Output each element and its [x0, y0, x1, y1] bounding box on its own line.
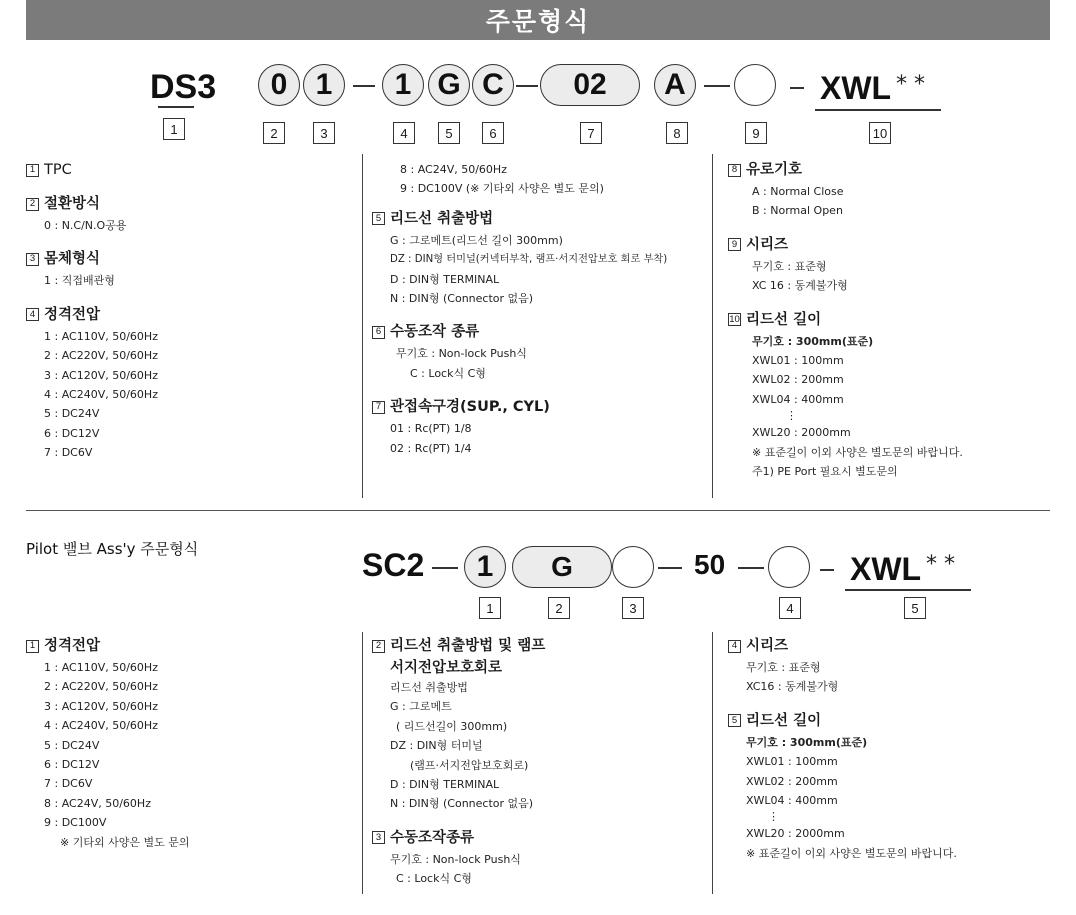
section-heading	[26, 160, 356, 180]
section-title: 절환방식	[44, 196, 101, 212]
code-box-5: 5	[438, 122, 460, 144]
section-number: 5	[372, 212, 385, 225]
note: 주1) PE Port 필요시 별도문의	[752, 464, 898, 478]
list-item: C : Lock식 C형	[396, 872, 472, 886]
column-divider	[362, 154, 363, 498]
list-item: 2 : AC220V, 50/60Hz	[44, 349, 158, 363]
section-number: 3	[372, 831, 385, 844]
list-item: D : DIN형 TERMINAL	[390, 778, 500, 792]
list-item: B : Normal Open	[752, 204, 843, 218]
code-circle-1: 0	[258, 64, 300, 106]
code-stars: * *	[896, 72, 925, 97]
code-box-1: 1	[163, 118, 185, 140]
code-circle-4	[768, 546, 810, 588]
section-divider	[26, 510, 1050, 511]
note: ※ 표준길이 이외 사양은 별도문의 바랍니다.	[746, 846, 957, 860]
section-number: 4	[728, 640, 741, 653]
list-item: 3 : AC120V, 50/60Hz	[44, 368, 158, 382]
code-prefix: SC2	[362, 547, 425, 583]
code-box-3: 3	[313, 122, 335, 144]
prefix-underline	[158, 106, 194, 108]
section-heading	[372, 828, 708, 848]
section-heading	[728, 160, 1048, 180]
section-number: 2	[372, 640, 385, 653]
list-item: 무기호 : 300mm(표준)	[746, 735, 868, 749]
code-dash	[820, 569, 834, 571]
spec-column-3	[728, 160, 1048, 495]
suffix-underline	[815, 109, 941, 111]
code-mid: 50	[694, 549, 726, 580]
section-title: 시리즈	[746, 638, 789, 654]
section-number: 8	[728, 164, 741, 177]
code-circle-5: G	[428, 64, 470, 106]
code-dash	[516, 85, 538, 87]
note: ※ 표준길이 이외 사양은 별도문의 바랍니다.	[752, 445, 963, 459]
section-title: 리드선 길이	[746, 712, 822, 729]
code-suffix: XWL	[850, 551, 922, 587]
section-heading	[728, 711, 1048, 731]
code-dash	[738, 567, 764, 569]
section-title-line2: 서지전압보호회로	[390, 660, 503, 676]
code-circle-3	[612, 546, 654, 588]
list-item: 무기호 : Non-lock Push식	[390, 852, 521, 866]
code-box-3: 3	[622, 597, 644, 619]
code-circle-1: 1	[464, 546, 506, 588]
section-heading	[26, 194, 356, 214]
spec-column-1	[26, 160, 356, 477]
column-divider	[712, 632, 713, 894]
pilot-title: Pilot 밸브 Ass'y 주문형식	[26, 540, 199, 558]
suffix-underline	[845, 589, 971, 591]
list-item: N : DIN형 (Connector 없음)	[390, 292, 534, 306]
list-item: 8 : AC24V, 50/60Hz	[400, 163, 507, 176]
list-item: 무기호 : 표준형	[752, 259, 827, 273]
section-number: 1	[26, 164, 39, 177]
spec-column-2	[372, 160, 708, 472]
code-pill-2: G	[512, 546, 612, 588]
list-item: 7 : DC6V	[44, 446, 93, 460]
code-box-9: 9	[745, 122, 767, 144]
list-item: 1 : AC110V, 50/60Hz	[44, 661, 158, 674]
section-heading	[372, 209, 708, 229]
list-item: DZ : DIN형 터미널	[390, 739, 483, 753]
section-title: 정격전압	[44, 638, 101, 654]
section-number: 2	[26, 198, 39, 211]
code-prefix: DS3	[150, 68, 217, 106]
list-item: XC16 : 동계불가형	[746, 680, 839, 694]
section-number: 6	[372, 326, 385, 339]
list-item: XWL20 : 2000mm	[752, 426, 851, 440]
code-box-10: 10	[869, 122, 891, 144]
code-suffix: XWL	[820, 70, 892, 106]
code-circle-9	[734, 64, 776, 106]
list-item: 4 : AC240V, 50/60Hz	[44, 388, 158, 402]
section-heading	[26, 249, 356, 269]
section-number: 1	[26, 640, 39, 653]
page-title: 주문형식	[485, 7, 591, 36]
list-ellipsis: ⋮	[786, 409, 797, 423]
list-item: 0 : N.C/N.O공용	[44, 219, 127, 232]
list-item: 1 : 직접배관형	[44, 274, 115, 288]
list-item: XWL02 : 200mm	[752, 373, 844, 387]
code-box-2: 2	[263, 122, 285, 144]
section-heading	[26, 636, 356, 656]
section-number: 9	[728, 238, 741, 251]
pilot-spec-column-2	[372, 636, 708, 903]
code-box-7: 7	[580, 122, 602, 144]
list-item: XWL20 : 2000mm	[746, 827, 845, 841]
code-box-8: 8	[666, 122, 688, 144]
list-item: XWL01 : 100mm	[746, 755, 838, 769]
list-item: 8 : AC24V, 50/60Hz	[44, 796, 151, 810]
list-item: 3 : AC120V, 50/60Hz	[44, 699, 158, 713]
section-title: TPC	[44, 162, 72, 178]
list-item: DZ : DIN형 터미널(커넥터부착, 램프·서지전압보호 회로 부착)	[390, 254, 668, 266]
list-ellipsis: ⋮	[768, 810, 779, 824]
section-title: 관접속구경(SUP., CYL)	[390, 399, 550, 416]
list-item: G : 그로메트	[390, 700, 452, 714]
section-heading	[26, 305, 356, 325]
column-divider	[362, 632, 363, 894]
code-box-4: 4	[779, 597, 801, 619]
code-box-4: 4	[393, 122, 415, 144]
section-title: 수동조작 종류	[390, 324, 480, 341]
list-item: 리드선 취출방법	[390, 681, 468, 694]
section-title: 리드선 취출방법	[390, 210, 494, 227]
code-dash	[704, 85, 730, 87]
list-item: 5 : DC24V	[44, 407, 100, 421]
list-item: 7 : DC6V	[44, 777, 93, 791]
section-heading	[728, 636, 1048, 656]
list-item: 9 : DC100V	[44, 816, 107, 830]
list-item: XWL02 : 200mm	[746, 774, 838, 788]
section-title: 유로기호	[746, 162, 803, 178]
list-item: 5 : DC24V	[44, 738, 100, 752]
section-title: 시리즈	[746, 236, 789, 253]
code-box-1: 1	[479, 597, 501, 619]
section-title: 몸체형식	[44, 251, 101, 268]
code-box-5: 5	[904, 597, 926, 619]
code-dash	[432, 567, 458, 569]
section-heading	[728, 310, 1048, 330]
pilot-spec-column-3	[728, 636, 1048, 877]
list-item: ( 리드선길이 300mm)	[396, 719, 508, 733]
list-item: 2 : AC220V, 50/60Hz	[44, 680, 158, 694]
note: ※ 기타외 사양은 별도 문의	[60, 835, 190, 849]
list-item: 9 : DC100V (※ 기타외 사양은 별도 문의)	[400, 182, 604, 196]
code-stars: * *	[926, 552, 955, 577]
code-pill-7: 02	[540, 64, 640, 106]
page-title-banner	[26, 0, 1050, 40]
section-title: 리드선 취출방법 및 램프	[390, 638, 546, 654]
list-item: XWL04 : 400mm	[752, 392, 844, 406]
list-item: 4 : AC240V, 50/60Hz	[44, 719, 158, 733]
list-item: 6 : DC12V	[44, 426, 100, 440]
section-heading	[728, 235, 1048, 255]
list-item: XWL04 : 400mm	[746, 794, 838, 808]
code-dash	[353, 85, 375, 87]
list-item: (램프·서지전압보호회로)	[410, 758, 529, 772]
section-number: 7	[372, 401, 385, 414]
code-circle-2: 1	[303, 64, 345, 106]
list-item: 1 : AC110V, 50/60Hz	[44, 329, 158, 343]
column-divider	[712, 154, 713, 498]
section-title: 정격전압	[44, 306, 101, 323]
list-item: 6 : DC12V	[44, 758, 100, 772]
list-item: XWL01 : 100mm	[752, 354, 844, 368]
list-item: A : Normal Close	[752, 185, 844, 198]
list-item: 01 : Rc(PT) 1/8	[390, 422, 472, 436]
code-box-6: 6	[482, 122, 504, 144]
section-heading	[372, 322, 708, 342]
list-item: 무기호 : 표준형	[746, 661, 821, 674]
list-item: D : DIN형 TERMINAL	[390, 272, 500, 286]
section-number: 10	[729, 313, 740, 325]
code-dash	[790, 87, 804, 89]
section-title: 리드선 길이	[746, 311, 822, 328]
list-item: G : 그로메트(리드선 길이 300mm)	[390, 233, 563, 247]
code-circle-8: A	[654, 64, 696, 106]
section-number: 3	[26, 253, 39, 266]
section-heading	[372, 636, 708, 656]
list-item: N : DIN형 (Connector 없음)	[390, 797, 534, 811]
list-item: C : Lock식 C형	[410, 366, 486, 380]
code-box-2: 2	[548, 597, 570, 619]
section-number: 4	[26, 308, 39, 321]
code-dash	[658, 567, 682, 569]
list-item: XC 16 : 동계불가형	[752, 279, 848, 293]
code-circle-6: C	[472, 64, 514, 106]
section-title: 수동조작종류	[390, 829, 475, 846]
code-circle-4: 1	[382, 64, 424, 106]
list-item: 무기호 : 300mm(표준)	[752, 334, 874, 348]
list-item: 02 : Rc(PT) 1/4	[390, 441, 472, 455]
pilot-spec-column-1	[26, 636, 356, 866]
list-item: 무기호 : Non-lock Push식	[396, 347, 527, 361]
section-heading	[372, 397, 708, 417]
section-number: 5	[728, 714, 741, 727]
